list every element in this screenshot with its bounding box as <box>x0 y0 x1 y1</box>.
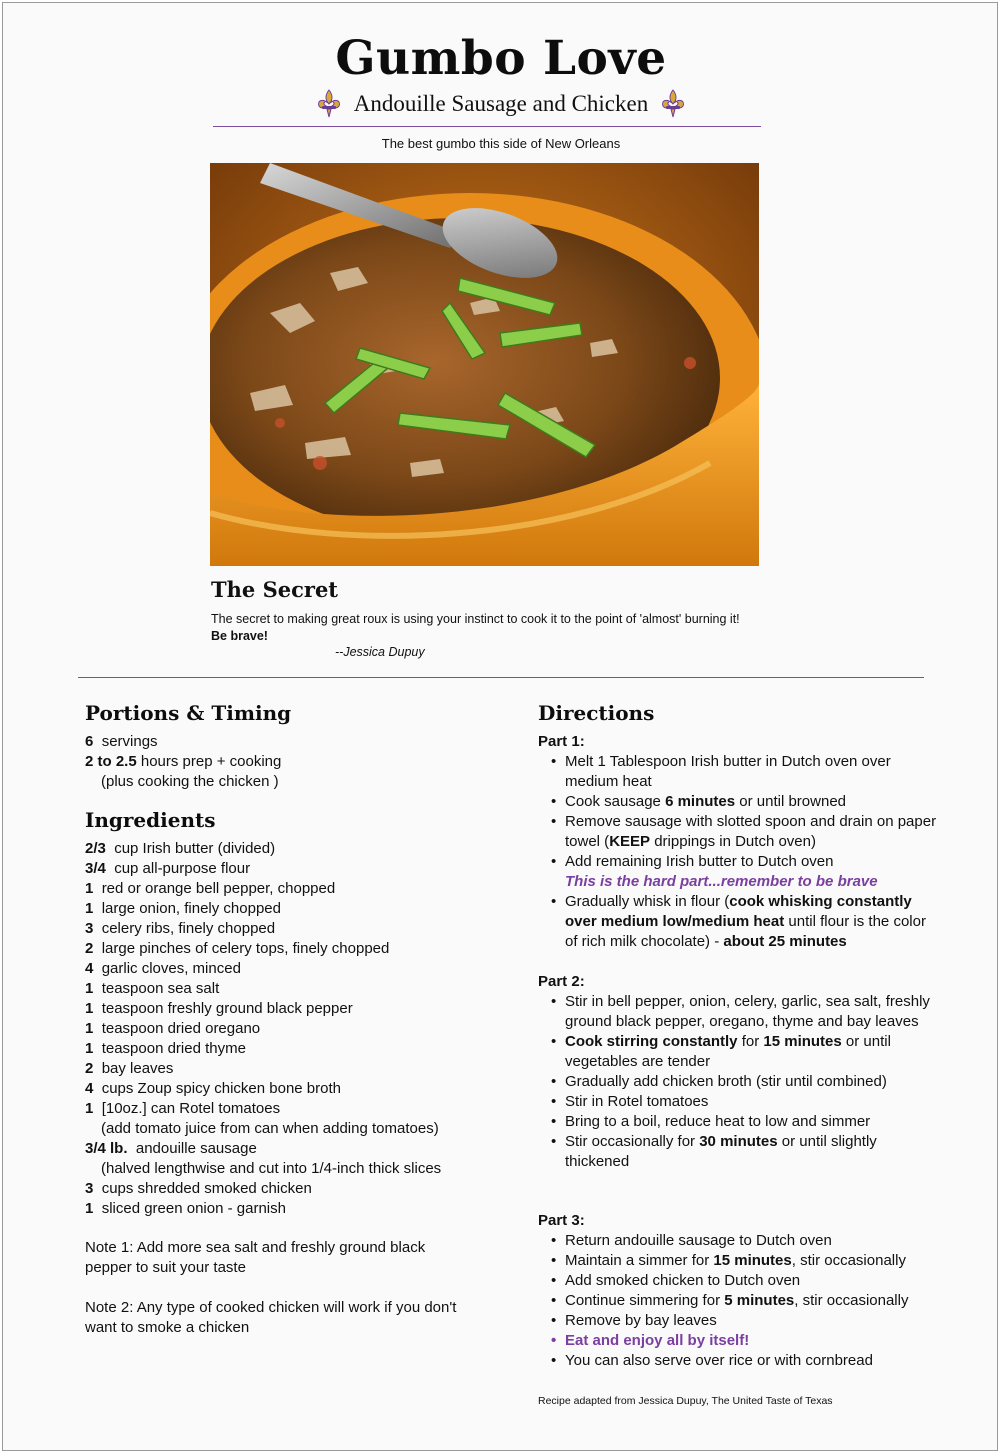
tagline: The best gumbo this side of New Orleans <box>381 136 621 151</box>
ingredient-text: andouille sausage <box>135 1140 257 1157</box>
ingredient-qty: 2/3 <box>85 840 106 857</box>
step-text: for <box>737 1033 764 1050</box>
recipe-credit: Recipe adapted from Jessica Dupuy, The United Taste of Texas <box>538 1395 833 1407</box>
ingredients-note-1: Note 1: Add more sea salt and freshly ground black pepper to suit your taste <box>85 1239 426 1276</box>
step-time: 6 minutes <box>665 793 736 810</box>
step-emphasis: cook whisking constantly over medium low/medium heat <box>565 893 912 930</box>
ingredient-qty: 1 <box>85 1040 94 1057</box>
step-emphasis: KEEP <box>609 833 651 850</box>
step-time: 30 minutes <box>699 1133 778 1150</box>
gumbo-bowl-image <box>210 163 759 566</box>
list-item <box>538 1351 948 1371</box>
ingredient-qty: 1 <box>85 900 94 917</box>
secret-text <box>211 611 751 645</box>
step-text: Eat and enjoy all by itself! <box>565 1332 750 1349</box>
step-text: You can also serve over rice or with cornbread <box>565 1352 873 1369</box>
list-item <box>538 1092 938 1112</box>
directions-part-3 <box>538 1211 948 1371</box>
ingredient-text: teaspoon dried oregano <box>101 1020 261 1037</box>
ingredient-qty: 4 <box>85 1080 94 1097</box>
ingredient-row <box>85 839 505 859</box>
secret-heading: The Secret <box>211 577 339 602</box>
portions-block <box>85 732 281 792</box>
ingredients-heading: Ingredients <box>85 808 216 832</box>
ingredients-note-2: Note 2: Any type of cooked chicken will work if you don't want to smoke a chicken <box>85 1299 457 1336</box>
ingredient-qty: 3 <box>85 1180 94 1197</box>
ingredient-text: cup all-purpose flour <box>114 860 251 877</box>
step-text: Remove sausage with slotted spoon and drain on paper towel ( <box>565 813 937 850</box>
directions-part-2 <box>538 972 938 1172</box>
ingredient-note: (halved lengthwise and cut into 1/4-inch thick slices <box>101 1160 442 1177</box>
ingredient-text: bay leaves <box>101 1060 174 1077</box>
step-text: Continue simmering for <box>565 1292 725 1309</box>
ingredient-text: large onion, finely chopped <box>101 900 281 917</box>
ingredients-list <box>85 839 505 1219</box>
ingredient-text: cups Zoup spicy chicken bone broth <box>101 1080 341 1097</box>
fleur-de-lis-icon <box>660 89 686 119</box>
ingredient-text: large pinches of celery tops, finely chopped <box>101 940 390 957</box>
step-text: Cook sausage <box>565 793 666 810</box>
list-item-highlight <box>538 1331 948 1351</box>
directions-heading: Directions <box>538 701 655 725</box>
step-text: Add remaining Irish butter to Dutch oven <box>565 853 834 870</box>
step-text: Melt 1 Tablespoon Irish butter in Dutch oven over medium heat <box>565 753 891 790</box>
secret-body: The secret to making great roux is using your instinct to cook it to the point of 'almost' burning it! <box>211 612 740 626</box>
gumbo-photo <box>210 163 759 566</box>
ingredient-row <box>85 1199 505 1219</box>
ingredient-qty: 3/4 lb. <box>85 1140 128 1157</box>
ingredient-row <box>85 1059 505 1079</box>
servings-qty: 6 <box>85 733 94 750</box>
step-text: , stir occasionally <box>791 1252 906 1269</box>
ingredient-row <box>85 899 505 919</box>
fleur-de-lis-icon <box>316 89 342 119</box>
step-text: Maintain a simmer for <box>565 1252 714 1269</box>
ingredient-row <box>85 919 505 939</box>
list-item <box>538 1072 938 1092</box>
list-item <box>538 852 938 872</box>
ingredient-text: teaspoon dried thyme <box>101 1040 246 1057</box>
ingredient-row <box>85 879 505 899</box>
time-note: (plus cooking the chicken ) <box>101 773 279 790</box>
subtitle-row <box>3 89 998 119</box>
section-divider <box>78 677 924 678</box>
page-title: Gumbo Love <box>335 31 667 86</box>
ingredient-text: garlic cloves, minced <box>101 960 241 977</box>
part-2-label: Part 2: <box>538 973 585 990</box>
ingredient-qty: 2 <box>85 940 94 957</box>
step-time: 5 minutes <box>724 1292 795 1309</box>
list-item <box>538 1311 948 1331</box>
header-divider <box>213 126 761 127</box>
ingredient-row <box>85 959 505 979</box>
step-emphasis: Cook stirring constantly <box>565 1033 738 1050</box>
ingredient-qty: 1 <box>85 880 94 897</box>
ingredient-qty: 3 <box>85 920 94 937</box>
ingredient-text: cup Irish butter (divided) <box>114 840 276 857</box>
list-item <box>538 992 938 1032</box>
secret-author: --Jessica Dupuy <box>335 645 425 659</box>
step-text: Gradually whisk in flour ( <box>565 893 730 910</box>
step-text: Bring to a boil, reduce heat to low and simmer <box>565 1113 871 1130</box>
secret-emphasis: Be brave! <box>211 629 268 643</box>
list-item <box>538 1132 938 1172</box>
list-item <box>538 1112 938 1132</box>
step-text: or until slightly thickened <box>565 1133 877 1170</box>
list-item <box>538 892 938 952</box>
list-item <box>538 792 938 812</box>
ingredient-row <box>85 1019 505 1039</box>
ingredient-qty: 1 <box>85 1100 94 1117</box>
ingredient-row <box>85 1099 505 1119</box>
step-text: drippings in Dutch oven) <box>650 833 816 850</box>
step-text: , stir occasionally <box>794 1292 909 1309</box>
ingredient-row <box>85 1139 505 1159</box>
time-line <box>85 752 281 772</box>
step-time: 15 minutes <box>713 1252 792 1269</box>
directions-part-1 <box>538 732 938 952</box>
ingredient-row <box>85 939 505 959</box>
ingredient-qty: 1 <box>85 980 94 997</box>
step-text: Stir occasionally for <box>565 1133 700 1150</box>
hard-part-note: This is the hard part...remember to be brave <box>565 873 878 890</box>
ingredient-row <box>85 1079 505 1099</box>
part-1-label: Part 1: <box>538 733 585 750</box>
servings-text: servings <box>101 733 158 750</box>
list-item <box>538 1032 938 1072</box>
list-item <box>538 1271 948 1291</box>
ingredient-text: teaspoon sea salt <box>101 980 220 997</box>
list-item <box>538 1251 948 1271</box>
part-3-label: Part 3: <box>538 1212 585 1229</box>
ingredient-text: sliced green onion - garnish <box>101 1200 286 1217</box>
ingredient-text: cups shredded smoked chicken <box>101 1180 312 1197</box>
step-text: Return andouille sausage to Dutch oven <box>565 1232 832 1249</box>
ingredient-row <box>85 979 505 999</box>
step-text: Add smoked chicken to Dutch oven <box>565 1272 801 1289</box>
page-subtitle: Andouille Sausage and Chicken <box>353 91 649 116</box>
step-text: or until browned <box>735 793 847 810</box>
time-qty: 2 to 2.5 <box>85 753 137 770</box>
step-text: Stir in bell pepper, onion, celery, garlic, sea salt, freshly ground black pepper, oregano, thyme and bay leaves <box>565 993 930 1030</box>
step-text: Gradually add chicken broth (stir until combined) <box>565 1073 887 1090</box>
time-text: hours prep + cooking <box>140 753 282 770</box>
step-text: until flour is the color of rich milk chocolate) - <box>565 913 926 950</box>
ingredient-text: teaspoon freshly ground black pepper <box>101 1000 353 1017</box>
servings-line <box>85 732 281 752</box>
portions-heading: Portions & Timing <box>85 701 292 725</box>
recipe-page <box>2 2 998 1451</box>
ingredient-note: (add tomato juice from can when adding tomatoes) <box>101 1120 439 1137</box>
ingredient-row <box>85 999 505 1019</box>
ingredient-qty: 2 <box>85 1060 94 1077</box>
step-text: or until vegetables are tender <box>565 1033 891 1070</box>
list-item <box>538 812 938 852</box>
ingredient-qty: 1 <box>85 1000 94 1017</box>
ingredient-text: [10oz.] can Rotel tomatoes <box>101 1100 281 1117</box>
ingredient-text: celery ribs, finely chopped <box>101 920 276 937</box>
step-time: about 25 minutes <box>723 933 847 950</box>
step-text: Stir in Rotel tomatoes <box>565 1093 709 1110</box>
step-text: Remove by bay leaves <box>565 1312 717 1329</box>
ingredient-qty: 4 <box>85 960 94 977</box>
ingredient-row <box>85 1039 505 1059</box>
step-time: 15 minutes <box>763 1033 842 1050</box>
ingredient-row <box>85 859 505 879</box>
list-item <box>538 1231 948 1251</box>
ingredient-qty: 1 <box>85 1200 94 1217</box>
list-item <box>538 1291 948 1311</box>
ingredient-qty: 3/4 <box>85 860 106 877</box>
ingredient-text: red or orange bell pepper, chopped <box>101 880 336 897</box>
ingredient-qty: 1 <box>85 1020 94 1037</box>
ingredient-row <box>85 1179 505 1199</box>
list-item <box>538 752 938 792</box>
